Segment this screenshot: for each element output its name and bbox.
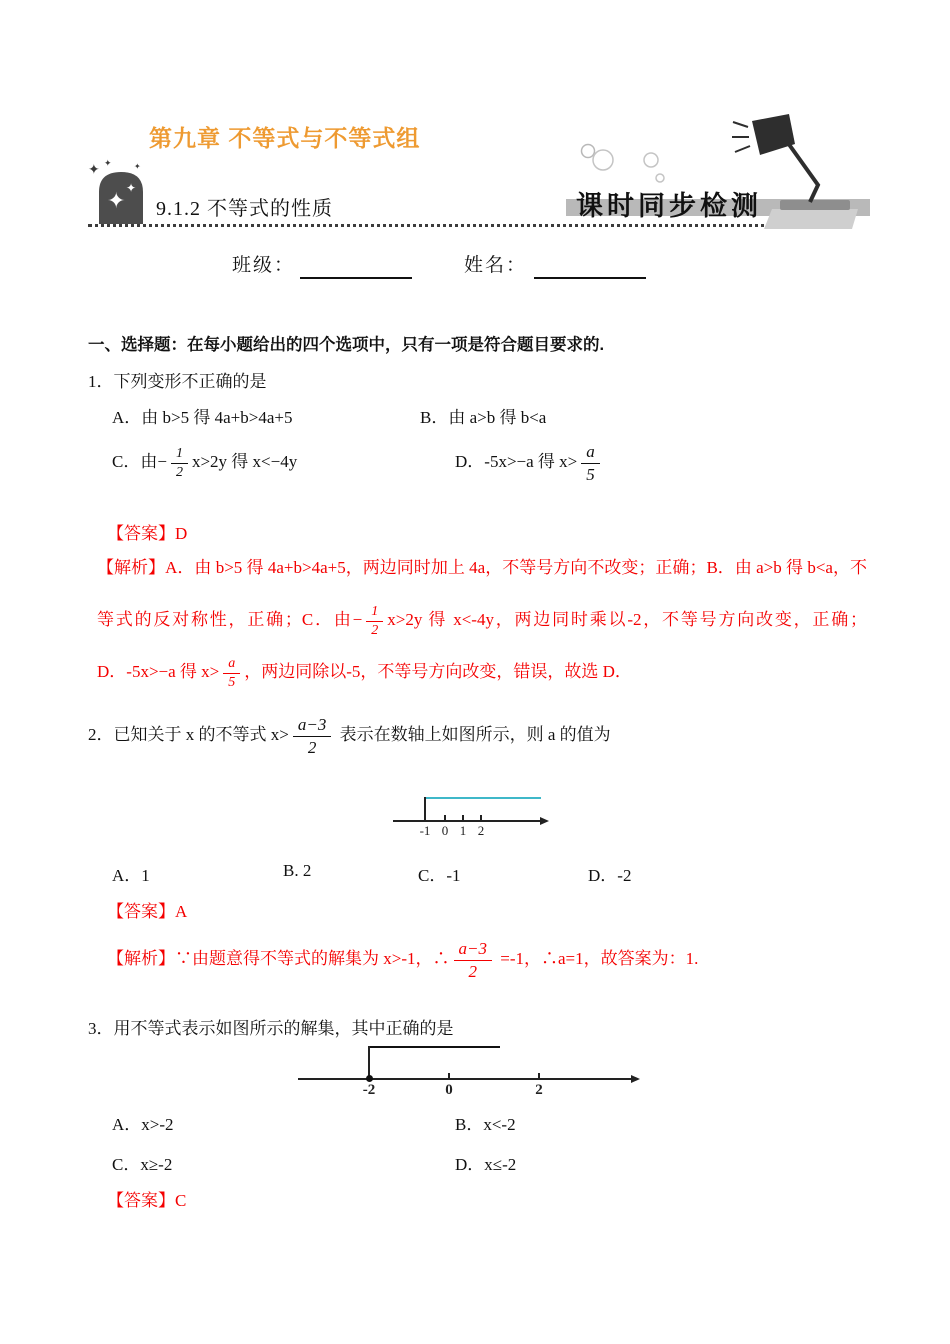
q2-stem: 2．已知关于 x 的不等式 x> $\frac{a-3}{2}$ 表示在数轴上如图所示，则 a 的值为 xyxy=(88,715,611,757)
q1-analysis: 【解析】A．由 b>5 得 4a+b>4a+5，两边同时加上 4a，不等号方向不改变；正确；B．由 a>b 得 b<a，不等式的反对称性，正确；C．由− $\frac{1}{2}$ x>2y 得 x<-4y，两边同时乘以-2，不等号方向改变，正确；D．-5x>−a 得 x> $\frac{a}{5}$ ，两边同除以-5，不等号方向改变，错误，故选 D． xyxy=(97,558,867,690)
solution-ray xyxy=(368,1046,500,1048)
tick-label: -2 xyxy=(362,1082,376,1098)
lesson-title: 9.1.2 不等式的性质 xyxy=(156,198,333,220)
q3-option-c: C．x≥-2 xyxy=(112,1155,173,1174)
axis-line xyxy=(393,820,541,822)
tick-label: 0 xyxy=(441,823,449,838)
tick-label: 0 xyxy=(445,1082,453,1098)
number-line-q3 xyxy=(298,1040,648,1096)
q1-stem: 1．下列变形不正确的是 xyxy=(88,372,267,391)
banner-title: 课时同步检测 xyxy=(576,191,762,221)
q2-option-d: D．-2 xyxy=(588,866,632,885)
class-label: 班级： xyxy=(232,255,296,276)
q1-option-d: D．-5x>−a 得 x> $\frac{a}{5}$ xyxy=(455,434,604,490)
q1-option-c: C．由− $\frac{1}{2}$ x>2y 得 x<−4y xyxy=(112,445,298,480)
name-blank-line xyxy=(534,277,646,279)
chapter-title: 第九章 不等式与不等式组 xyxy=(149,125,421,151)
q2-option-c: C．-1 xyxy=(418,866,461,885)
axis-tick xyxy=(444,815,446,821)
axis-tick xyxy=(480,815,482,821)
axis-tick xyxy=(538,1073,540,1079)
tick-label: 1 xyxy=(459,823,467,838)
axis-arrowhead-icon xyxy=(540,817,549,825)
tick-label: 2 xyxy=(535,1082,543,1098)
number-line-q2 xyxy=(393,788,553,838)
q1-option-b: B．由 a>b 得 b<a xyxy=(420,408,547,427)
boundary-line xyxy=(368,1046,370,1078)
closed-endpoint-dot xyxy=(366,1075,373,1082)
bubbles-decoration xyxy=(582,145,665,183)
tick-label: 2 xyxy=(477,823,485,838)
name-label: 姓名： xyxy=(464,255,528,276)
q2-answer: 【答案】A xyxy=(107,902,188,921)
badge-star-icon: ✦ xyxy=(107,188,126,213)
q3-option-b: B．x<-2 xyxy=(455,1115,516,1134)
axis-tick xyxy=(448,1073,450,1079)
section-one-heading: 一、选择题：在每小题给出的四个选项中，只有一项是符合题目要求的. xyxy=(88,336,605,354)
badge-star-icon: ✦ xyxy=(88,163,100,178)
q1-option-a: A．由 b>5 得 4a+b>4a+5 xyxy=(112,408,293,427)
q1-answer: 【答案】D xyxy=(107,524,188,543)
solution-ray xyxy=(424,797,541,799)
q3-stem: 3．用不等式表示如图所示的解集，其中正确的是 xyxy=(88,1019,454,1038)
q2-option-a: A．1 xyxy=(112,866,150,885)
badge-star-icon: ✦ xyxy=(104,158,112,168)
q3-answer: 【答案】C xyxy=(107,1191,187,1210)
q2-option-b: B. 2 xyxy=(283,861,312,880)
badge-star-icon: ✦ xyxy=(134,162,141,171)
axis-arrowhead-icon xyxy=(631,1075,640,1083)
class-blank-line xyxy=(300,277,412,279)
q2-analysis: 【解析】∵由题意得不等式的解集为 x>-1，∴ $\frac{a-3}{2}$ =-1，∴a=1，故答案为：1. xyxy=(107,939,699,981)
axis-tick xyxy=(462,815,464,821)
star-badge-icon xyxy=(88,158,154,228)
axis-line xyxy=(298,1078,632,1080)
q3-option-a: A．x>-2 xyxy=(112,1115,174,1134)
badge-star-icon: ✦ xyxy=(126,181,137,195)
q3-option-d: D．x≤-2 xyxy=(455,1155,517,1174)
tick-label: -1 xyxy=(419,823,431,838)
axis-tick xyxy=(424,815,426,821)
